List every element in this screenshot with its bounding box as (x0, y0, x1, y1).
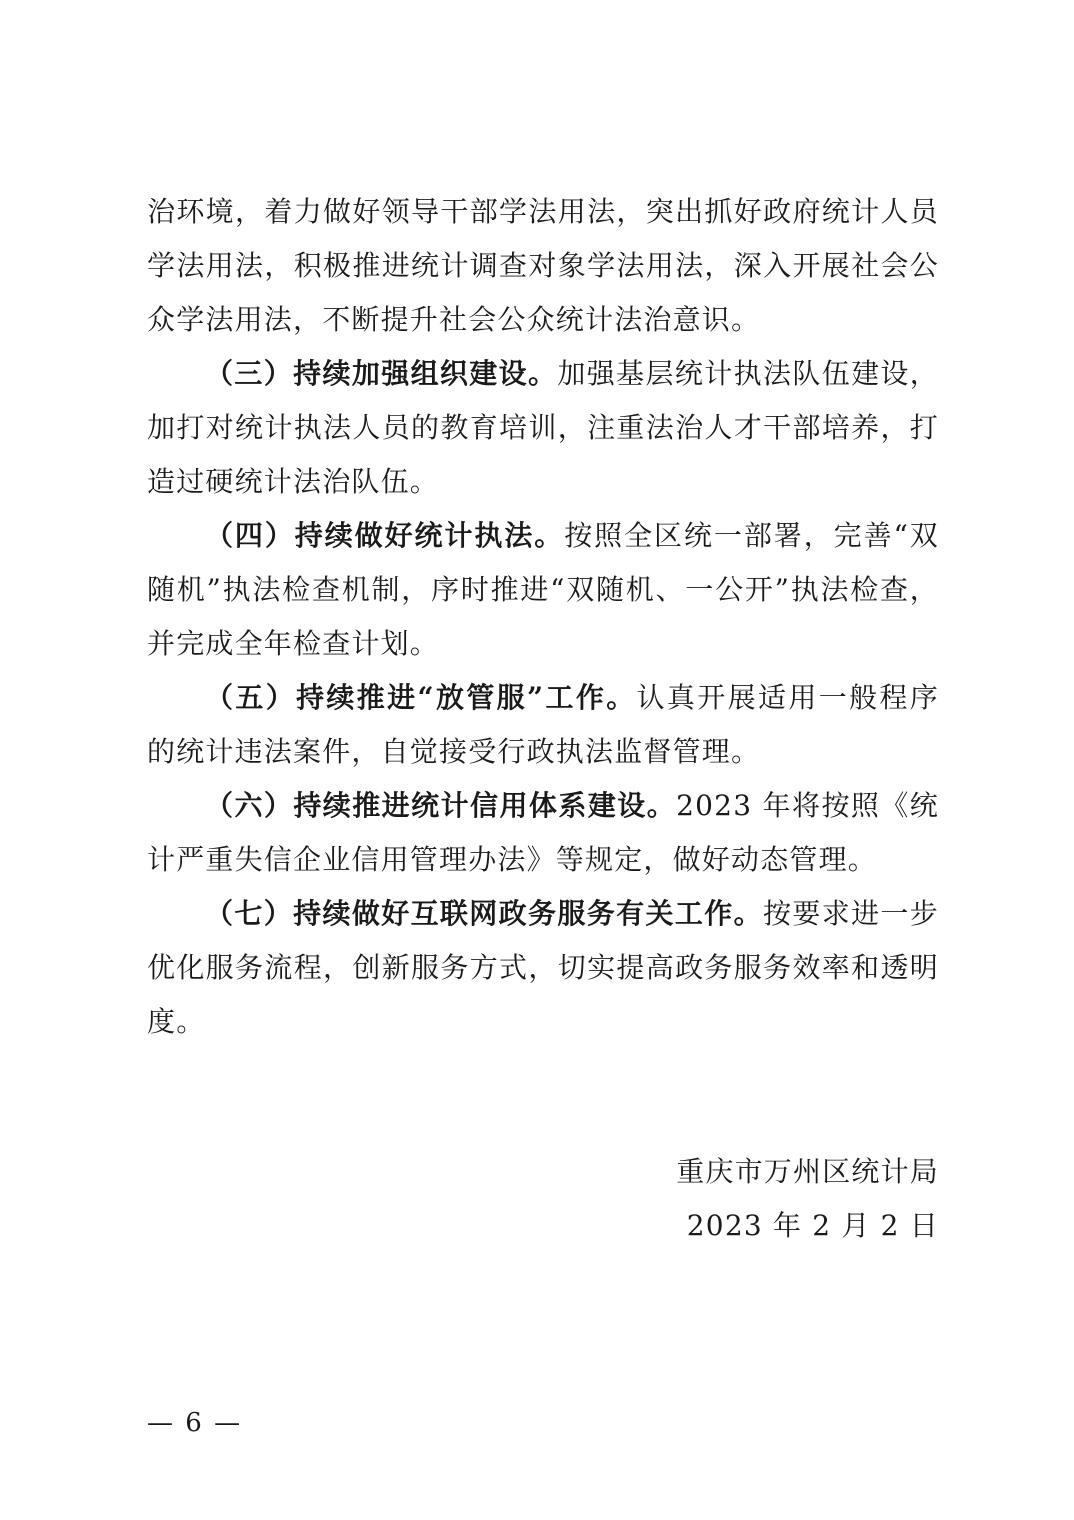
paragraph-section-5 (147, 671, 939, 779)
section-heading: （七）持续做好互联网政务服务有关工作。 (205, 897, 763, 930)
signature-block (676, 1145, 939, 1253)
section-heading: （六）持续推进统计信用体系建设。 (205, 789, 677, 822)
paragraph-text: 按要求进一步优化服务流程，创新服务方式，切实提高政务服务效率和透明度。 (147, 897, 939, 1038)
paragraph-section-3 (147, 347, 939, 509)
paragraph-section-6 (147, 779, 939, 887)
section-heading: （三）持续加强组织建设。 (205, 357, 558, 390)
paragraph-continuation (147, 185, 939, 347)
paragraph-text: 2023 年将按照《统计严重失信企业信用管理办法》等规定，做好动态管理。 (147, 789, 939, 876)
signature-organization: 重庆市万州区统计局 (676, 1155, 939, 1188)
paragraph-text: 治环境，着力做好领导干部学法用法，突出抓好政府统计人员学法用法，积极推进统计调查对象学法用法，深入开展社会公众学法用法，不断提升社会公众统计法治意识。 (147, 195, 939, 336)
page-number: — 6 — (147, 1408, 243, 1438)
paragraph-text: 按照全区统一部署，完善“双随机”执法检查机制，序时推进“双随机、一公开”执法检查，并完成全年检查计划。 (147, 519, 940, 660)
document-body (147, 185, 939, 1049)
paragraph-section-4 (147, 509, 939, 671)
paragraph-text: 加强基层统计执法队伍建设，加打对统计执法人员的教育培训，注重法治人才干部培养，打造过硬统计法治队伍。 (147, 357, 939, 498)
paragraph-text: 认真开展适用一般程序的统计违法案件，自觉接受行政执法监督管理。 (147, 681, 939, 768)
section-heading: （四）持续做好统计执法。 (205, 519, 565, 552)
paragraph-section-7 (147, 887, 939, 1049)
section-heading: （五）持续推进“放管服”工作。 (205, 681, 637, 714)
signature-date: 2023 年 2 月 2 日 (686, 1209, 939, 1242)
